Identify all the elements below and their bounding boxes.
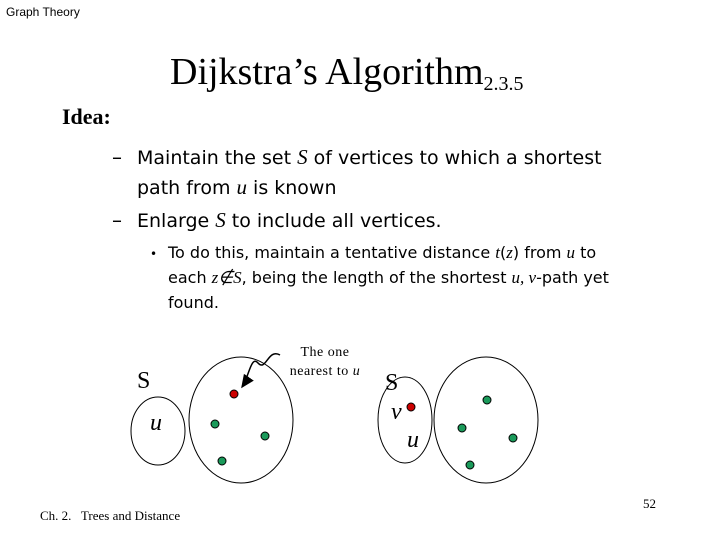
vertex [218,457,226,465]
left-u-label: u [150,410,162,436]
vertex [509,434,517,442]
left-remaining-set-ellipse [189,357,293,483]
added-vertex-v [407,403,415,411]
sub-bullet-text: To do this, maintain a tentative distance [168,243,496,262]
page-number: 52 [643,496,656,511]
vertex [458,424,466,432]
vertex [466,461,474,469]
bullet-text: path from [137,177,237,199]
var-u: u [236,175,247,199]
bullet-dot: • [150,247,158,261]
right-u-label: u [407,427,419,453]
sub-bullet-text: found. [168,293,219,312]
vertex [483,396,491,404]
bullet-dash: – [112,208,122,232]
sub-bullet-text: from [519,243,567,262]
var-uv: u, v [511,268,537,287]
paren-close: ) [512,243,520,262]
math-z-not-in-S: z∉S [211,268,242,287]
var-t: t [495,243,501,262]
title-main: Dijkstra’s Algorithm [170,51,484,93]
bullet-text: of vertices to which a shortest [307,147,602,169]
var-S: S [215,208,226,232]
bullet-text: to include all vertices. [225,210,442,232]
right-v-label: v [391,399,402,425]
vertex [261,432,269,440]
right-set-S-label: S [385,370,399,396]
pointer-arrow [242,354,280,387]
sub-bullet-text: -path yet [536,268,609,287]
note-line2: nearest to [289,364,353,379]
nearest-vertex-note [282,343,368,381]
footer-chapter: Ch. 2. Trees and Distance [40,508,181,523]
bullet-dash: – [112,145,122,169]
var-z: z [506,243,513,262]
var-u: u [566,243,576,262]
note-line1: The one [300,345,350,360]
sub-bullet-text: , being the length of the shortest [241,268,512,287]
idea-label: Idea: [62,104,111,129]
bullet-text: Maintain the set [137,147,298,169]
slide-header: Graph Theory [6,5,80,19]
sub-bullet-text: to [575,243,597,262]
note-var-u: u [352,364,361,379]
sub-bullet-text: each [168,268,212,287]
left-set-S-label: S [137,368,151,394]
bullet-text: is known [247,177,337,199]
vertex [211,420,219,428]
nearest-vertex [230,390,238,398]
bullet-text: Enlarge [137,210,216,232]
paren-open: ( [500,243,507,262]
right-remaining-set-ellipse [434,357,538,483]
title-section-number: 2.3.5 [483,73,524,95]
var-S: S [297,145,308,169]
